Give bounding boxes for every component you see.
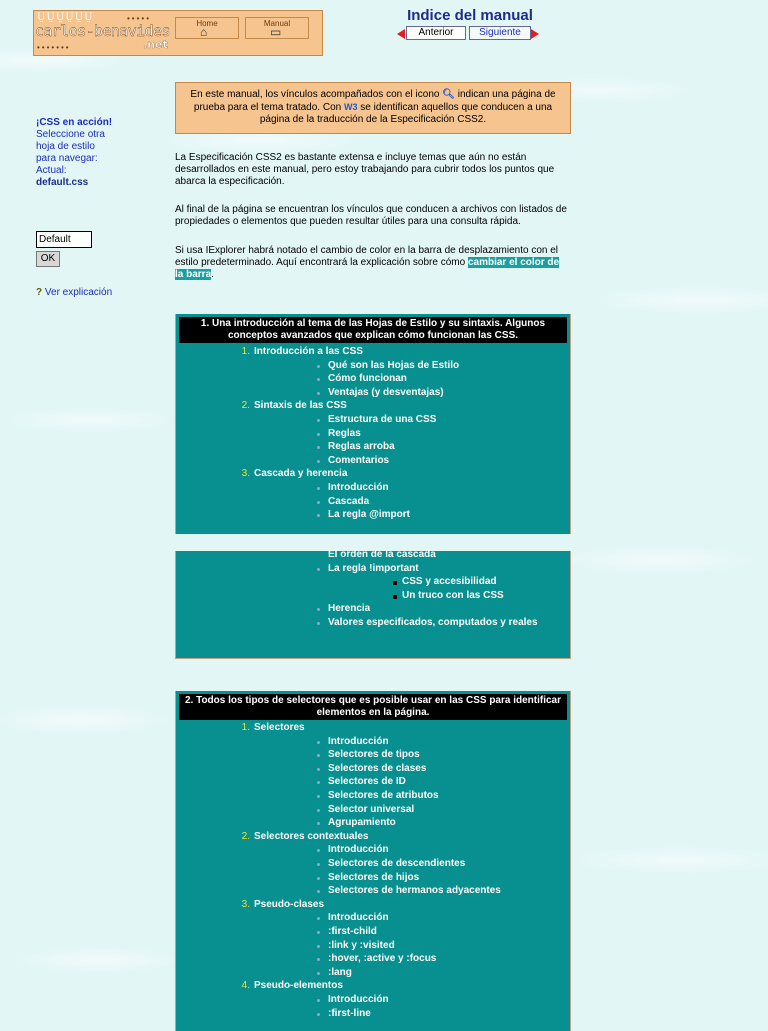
house-icon: ⌂ bbox=[200, 25, 208, 39]
circle-bullet-icon bbox=[317, 809, 320, 812]
logo-domain: .net bbox=[143, 38, 168, 51]
ok-button[interactable]: OK bbox=[36, 251, 60, 267]
toc-subitem[interactable]: :link y :visited bbox=[328, 939, 395, 951]
toc-item[interactable]: Introducción a las CSS bbox=[254, 346, 363, 357]
site-logo[interactable] bbox=[35, 12, 170, 52]
page-title: Indice del manual bbox=[407, 7, 533, 24]
toc-subitem[interactable]: Selectores de tipos bbox=[328, 749, 420, 761]
toc-subitem[interactable]: :first-line bbox=[328, 1007, 371, 1019]
toc-item[interactable]: Selectores bbox=[254, 722, 305, 733]
scrollbar-text: Si usa IExplorer habrá notado el cambio de color en la barra de desplazamiento con el estilo predeterminado. Aquí encontrará la explicación sobre cómo bbox=[175, 245, 559, 268]
circle-bullet-icon bbox=[317, 999, 320, 1002]
style-switcher-heading: ¡CSS en acción! bbox=[36, 117, 113, 128]
toc-subitem[interactable]: Valores especificados, computados y reales bbox=[328, 617, 538, 628]
circle-bullet-icon bbox=[317, 768, 320, 771]
circle-bullet-icon bbox=[317, 365, 320, 368]
toc-subitem[interactable]: :lang bbox=[328, 966, 352, 978]
toc-subitem[interactable]: Reglas bbox=[328, 427, 361, 439]
scrollbar-paragraph bbox=[175, 245, 569, 281]
toc-subitem[interactable]: Ventajas (y desventajas) bbox=[328, 386, 444, 398]
scrollbar-text-end: . bbox=[211, 269, 214, 280]
style-switcher-text: Seleccione otra hoja de estilo para navegar: bbox=[36, 129, 105, 164]
toc-item[interactable]: Cascada y herencia bbox=[254, 468, 348, 480]
toc-subitem[interactable]: Selector universal bbox=[328, 803, 415, 815]
home-label: Home bbox=[196, 19, 218, 28]
notice-box bbox=[175, 82, 571, 134]
list-number: 2. bbox=[241, 400, 250, 412]
list-number: 4. bbox=[241, 980, 250, 992]
circle-bullet-icon bbox=[317, 568, 320, 571]
current-style-label: Actual: bbox=[36, 165, 67, 176]
current-style-value: default.css bbox=[36, 177, 89, 188]
notice-text: indican una página de prueba para el tema tratado. Con bbox=[193, 89, 556, 113]
toc-subitem[interactable]: Introducción bbox=[328, 912, 389, 924]
circle-bullet-icon bbox=[317, 945, 320, 948]
toc-subitem[interactable]: Selectores de hermanos adyacentes bbox=[328, 885, 501, 897]
toc-subitem[interactable]: Selectores de descendientes bbox=[328, 858, 466, 869]
next-button[interactable]: Siguiente bbox=[469, 26, 531, 40]
circle-bullet-icon bbox=[317, 487, 320, 490]
toc-subitem[interactable]: Introducción bbox=[328, 735, 389, 747]
circle-bullet-icon bbox=[317, 419, 320, 422]
toc-subitem[interactable]: Herencia bbox=[328, 603, 371, 615]
notice-text: se identifican aquellos que conducen a una página de la traducción de la Especificación CSS2. bbox=[259, 102, 553, 125]
circle-bullet-icon bbox=[317, 501, 320, 504]
square-bullet-icon bbox=[393, 595, 397, 599]
toc-subitem[interactable]: Reglas arroba bbox=[328, 441, 395, 453]
list-number: 1. bbox=[241, 722, 250, 733]
circle-bullet-icon bbox=[317, 741, 320, 744]
toc-subitem[interactable]: :hover, :active y :focus bbox=[328, 953, 437, 965]
circle-bullet-icon bbox=[317, 392, 320, 395]
toc-subitem[interactable]: Estructura de una CSS bbox=[328, 414, 437, 425]
style-switcher bbox=[36, 117, 116, 189]
toc-subitem[interactable]: :first-child bbox=[328, 926, 377, 937]
toc-item[interactable]: Sintaxis de las CSS bbox=[254, 400, 347, 412]
circle-bullet-icon bbox=[317, 931, 320, 934]
toc-subitem[interactable]: Cómo funcionan bbox=[328, 373, 407, 385]
manual-label: Manual bbox=[263, 19, 291, 28]
circle-bullet-icon bbox=[317, 795, 320, 798]
circle-bullet-icon bbox=[317, 433, 320, 436]
arrow-right-icon[interactable] bbox=[531, 29, 539, 39]
toc-subitem[interactable]: Introducción bbox=[328, 994, 389, 1005]
toc-subitem[interactable]: La regla @import bbox=[328, 509, 410, 521]
toc-subitem[interactable]: La regla !important bbox=[328, 562, 419, 574]
toc-subitem[interactable]: Selectores de clases bbox=[328, 762, 427, 774]
list-number: 3. bbox=[241, 898, 250, 910]
circle-bullet-icon bbox=[317, 460, 320, 463]
manual-button[interactable] bbox=[245, 17, 309, 39]
circle-bullet-icon bbox=[317, 972, 320, 975]
circle-bullet-icon bbox=[317, 1013, 320, 1016]
style-select[interactable]: Default bbox=[36, 231, 92, 248]
book-icon: ▭ bbox=[270, 25, 282, 39]
magnifier-icon: 🔍︎ bbox=[442, 89, 455, 100]
listings-paragraph: Al final de la página se encuentran los vínculos que conducen a archivos con listados de propiedades o elementos que pueden resultar útiles para una consulta rápida. bbox=[175, 204, 567, 227]
list-number: 3. bbox=[241, 468, 250, 480]
toc-subsubitem[interactable]: Un truco con las CSS bbox=[402, 589, 504, 601]
toc-subitem[interactable]: Agrupamiento bbox=[328, 817, 396, 829]
toc-subitem[interactable]: Selectores de hijos bbox=[328, 871, 420, 883]
toc-subitem[interactable]: Selectores de ID bbox=[328, 776, 406, 788]
circle-bullet-icon bbox=[317, 622, 320, 625]
toc-subitem[interactable]: Introducción bbox=[328, 482, 389, 493]
toc-subitem[interactable]: Comentarios bbox=[328, 454, 390, 466]
logo-text: carlos-benavides bbox=[35, 22, 170, 40]
toc-subsubitem[interactable]: CSS y accesibilidad bbox=[402, 576, 497, 588]
toc-subitem[interactable]: Introducción bbox=[328, 844, 389, 856]
w3c-icon: W3 bbox=[344, 102, 358, 112]
circle-bullet-icon bbox=[317, 863, 320, 866]
square-bullet-icon bbox=[393, 581, 397, 585]
toc-item[interactable]: Pseudo-clases bbox=[254, 898, 325, 910]
notice-text: En este manual, los vínculos acompañados con el icono bbox=[190, 89, 440, 100]
toc-subitem[interactable]: El orden de la cascada bbox=[328, 549, 436, 560]
section-1-heading: 1. Una introducción al tema de las Hojas de Estilo y su sintaxis. Algunos conceptos avanzados que explican cómo funcionan las CSS. bbox=[179, 317, 567, 343]
logo-dots: ••••••• bbox=[37, 43, 71, 52]
question-icon: ? bbox=[36, 287, 43, 298]
prev-button[interactable]: Anterior bbox=[406, 26, 466, 40]
toc-item[interactable]: Selectores contextuales bbox=[254, 830, 369, 842]
explanation-link[interactable] bbox=[36, 286, 116, 299]
section-2-heading: 2. Todos los tipos de selectores que es posible usar en las CSS para identificar elementos en la página. bbox=[179, 694, 567, 720]
list-number: 2. bbox=[241, 830, 250, 842]
home-button[interactable] bbox=[175, 17, 239, 39]
list-number: 1. bbox=[241, 346, 250, 357]
explanation-label: Ver explicación bbox=[44, 287, 113, 298]
toc-subitem[interactable]: Cascada bbox=[328, 495, 370, 507]
arrow-left-icon[interactable] bbox=[397, 29, 405, 39]
logo-dots: ••••• bbox=[127, 14, 152, 23]
intro-paragraph: La Especificación CSS2 es bastante extensa e incluye temas que aún no están desarrollados en este manual, pero estoy trabajando para cubrir todos los puntos que abarca la especificación. bbox=[175, 152, 555, 187]
toc-subitem[interactable]: Qué son las Hojas de Estilo bbox=[328, 359, 460, 371]
toc-subitem[interactable]: Selectores de atributos bbox=[328, 790, 439, 801]
logo-decoration: ṲṲṲṲṲṲ bbox=[37, 12, 94, 23]
toc-item[interactable]: Pseudo-elementos bbox=[254, 980, 343, 992]
circle-bullet-icon bbox=[317, 877, 320, 880]
scrollbar-color-link[interactable]: cambiar el color de la barra bbox=[175, 257, 560, 280]
